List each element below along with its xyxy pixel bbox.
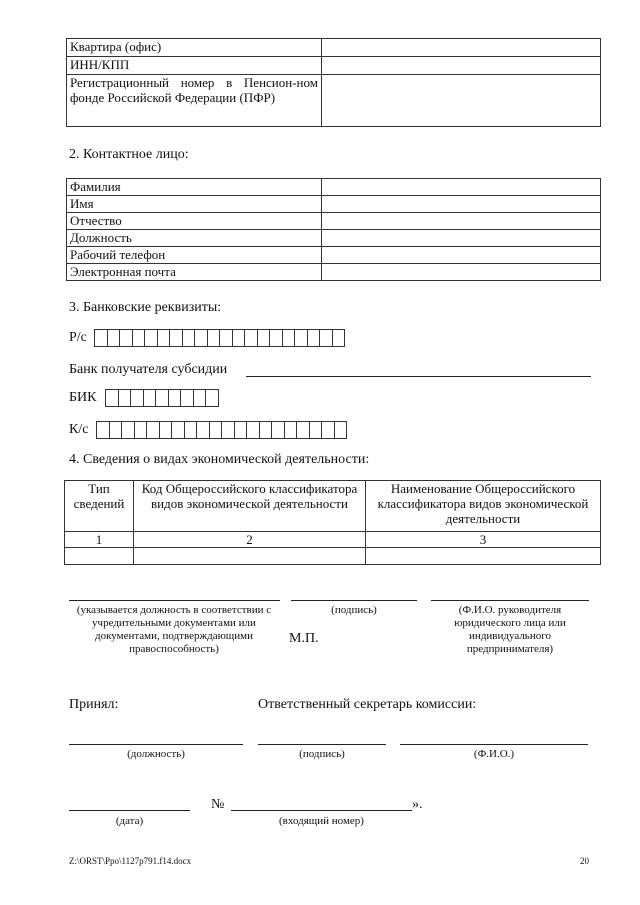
digit-cell[interactable] — [320, 329, 333, 347]
signature-caption: (подпись) — [331, 604, 377, 616]
digit-cell[interactable] — [158, 329, 171, 347]
digit-cell[interactable] — [235, 421, 248, 439]
digit-cell[interactable] — [333, 329, 346, 347]
contact-label-phone: Рабочий телефон — [67, 247, 322, 264]
digit-cell[interactable] — [295, 329, 308, 347]
digit-cell[interactable] — [208, 329, 221, 347]
activity-cell[interactable] — [366, 548, 601, 565]
bank-heading: 3. Банковские реквизиты: — [69, 300, 222, 315]
digit-cell[interactable] — [147, 421, 160, 439]
contact-value-email[interactable] — [322, 264, 601, 281]
date-line[interactable] — [69, 810, 190, 811]
digit-cell[interactable] — [145, 329, 158, 347]
bank-name-line[interactable] — [246, 376, 591, 377]
digit-cell[interactable] — [270, 329, 283, 347]
digit-cell[interactable] — [131, 389, 144, 407]
digit-cell[interactable] — [233, 329, 246, 347]
digit-cell[interactable] — [135, 421, 148, 439]
quote-end: ». — [412, 797, 423, 812]
digit-cell[interactable] — [183, 329, 196, 347]
digit-cell[interactable] — [110, 421, 123, 439]
activity-num-1: 1 — [65, 532, 134, 548]
contact-value-phone[interactable] — [322, 247, 601, 264]
activity-table — [64, 480, 601, 565]
digit-cell[interactable] — [283, 329, 296, 347]
digit-cell[interactable] — [297, 421, 310, 439]
digit-cell[interactable] — [96, 421, 110, 439]
digit-cell[interactable] — [222, 421, 235, 439]
contact-label-surname: Фамилия — [67, 179, 322, 196]
ks-cells[interactable] — [96, 421, 347, 439]
activity-col-type: Тип сведений — [65, 481, 134, 532]
rs-cells[interactable] — [94, 329, 345, 347]
number-sign: № — [211, 797, 225, 812]
position-caption: (указывается должность в соответствии с учредительными документами или документами, подтверждающими правоспособность) — [76, 604, 272, 655]
contact-label-name: Имя — [67, 196, 322, 213]
digit-cell[interactable] — [120, 329, 133, 347]
activity-col-code: Код Общероссийского классификатора видов экономической деятельности — [134, 481, 366, 532]
accepted-signature-caption: (подпись) — [299, 748, 345, 760]
organization-table — [66, 38, 601, 127]
org-value-inn[interactable] — [322, 57, 601, 75]
digit-cell[interactable] — [105, 389, 119, 407]
digit-cell[interactable] — [272, 421, 285, 439]
digit-cell[interactable] — [119, 389, 132, 407]
position-line[interactable] — [69, 600, 280, 601]
bik-label: БИК — [69, 390, 97, 405]
incoming-number-caption: (входящий номер) — [279, 815, 364, 827]
accepted-position-line[interactable] — [69, 744, 243, 745]
contact-label-position: Должность — [67, 230, 322, 247]
org-value-pfr[interactable] — [322, 75, 601, 127]
org-label-apartment: Квартира (офис) — [67, 39, 322, 57]
digit-cell[interactable] — [195, 329, 208, 347]
date-caption: (дата) — [115, 815, 144, 827]
fio-caption: (Ф.И.О. руководителя юридического лица или индивидуального предпринимателя) — [454, 604, 566, 655]
digit-cell[interactable] — [247, 421, 260, 439]
digit-cell[interactable] — [144, 389, 157, 407]
contact-heading: 2. Контактное лицо: — [69, 147, 189, 162]
secretary-label: Ответственный секретарь комиссии: — [258, 697, 477, 712]
contact-value-position[interactable] — [322, 230, 601, 247]
digit-cell[interactable] — [210, 421, 223, 439]
page-number: 20 — [580, 856, 589, 866]
digit-cell[interactable] — [245, 329, 258, 347]
contact-table — [66, 178, 601, 281]
activity-heading: 4. Сведения о видах экономической деятельности: — [69, 452, 370, 467]
incoming-number-line[interactable] — [231, 810, 412, 811]
bik-cells[interactable] — [105, 389, 219, 407]
activity-num-3: 3 — [366, 532, 601, 548]
digit-cell[interactable] — [160, 421, 173, 439]
digit-cell[interactable] — [220, 329, 233, 347]
footer-path: Z:\ORST\Ppo\1127p791.f14.docx — [69, 856, 192, 866]
digit-cell[interactable] — [285, 421, 298, 439]
accepted-fio-line[interactable] — [400, 744, 588, 745]
accepted-signature-line[interactable] — [258, 744, 386, 745]
org-label-inn: ИНН/КПП — [67, 57, 322, 75]
org-value-apartment[interactable] — [322, 39, 601, 57]
digit-cell[interactable] — [322, 421, 335, 439]
digit-cell[interactable] — [260, 421, 273, 439]
digit-cell[interactable] — [258, 329, 271, 347]
accepted-fio-caption: (Ф.И.О.) — [473, 748, 515, 760]
digit-cell[interactable] — [310, 421, 323, 439]
contact-value-name[interactable] — [322, 196, 601, 213]
contact-value-surname[interactable] — [322, 179, 601, 196]
digit-cell[interactable] — [197, 421, 210, 439]
accepted-position-caption: (должность) — [127, 748, 185, 760]
org-label-pfr: Регистрационный номер в Пенсион-ном фонде Российской Федерации (ПФР) — [67, 75, 322, 127]
digit-cell[interactable] — [335, 421, 348, 439]
ks-label: К/с — [69, 422, 89, 437]
digit-cell[interactable] — [108, 329, 121, 347]
contact-value-patronymic[interactable] — [322, 213, 601, 230]
activity-cell[interactable] — [65, 548, 134, 565]
stamp-label: М.П. — [289, 631, 319, 646]
digit-cell[interactable] — [122, 421, 135, 439]
accepted-label: Принял: — [69, 697, 119, 712]
digit-cell[interactable] — [172, 421, 185, 439]
fio-line[interactable] — [431, 600, 589, 601]
rs-label: Р/с — [69, 330, 87, 345]
bank-name-label: Банк получателя субсидии — [69, 362, 228, 377]
contact-label-email: Электронная почта — [67, 264, 322, 281]
digit-cell[interactable] — [308, 329, 321, 347]
digit-cell[interactable] — [181, 389, 194, 407]
signature-line[interactable] — [291, 600, 417, 601]
digit-cell[interactable] — [169, 389, 182, 407]
activity-col-name: Наименование Общероссийского классификатора видов экономической деятельности — [366, 481, 601, 532]
activity-cell[interactable] — [134, 548, 366, 565]
contact-label-patronymic: Отчество — [67, 213, 322, 230]
digit-cell[interactable] — [185, 421, 198, 439]
digit-cell[interactable] — [133, 329, 146, 347]
activity-num-2: 2 — [134, 532, 366, 548]
digit-cell[interactable] — [156, 389, 169, 407]
digit-cell[interactable] — [94, 329, 108, 347]
digit-cell[interactable] — [206, 389, 219, 407]
digit-cell[interactable] — [170, 329, 183, 347]
digit-cell[interactable] — [194, 389, 207, 407]
